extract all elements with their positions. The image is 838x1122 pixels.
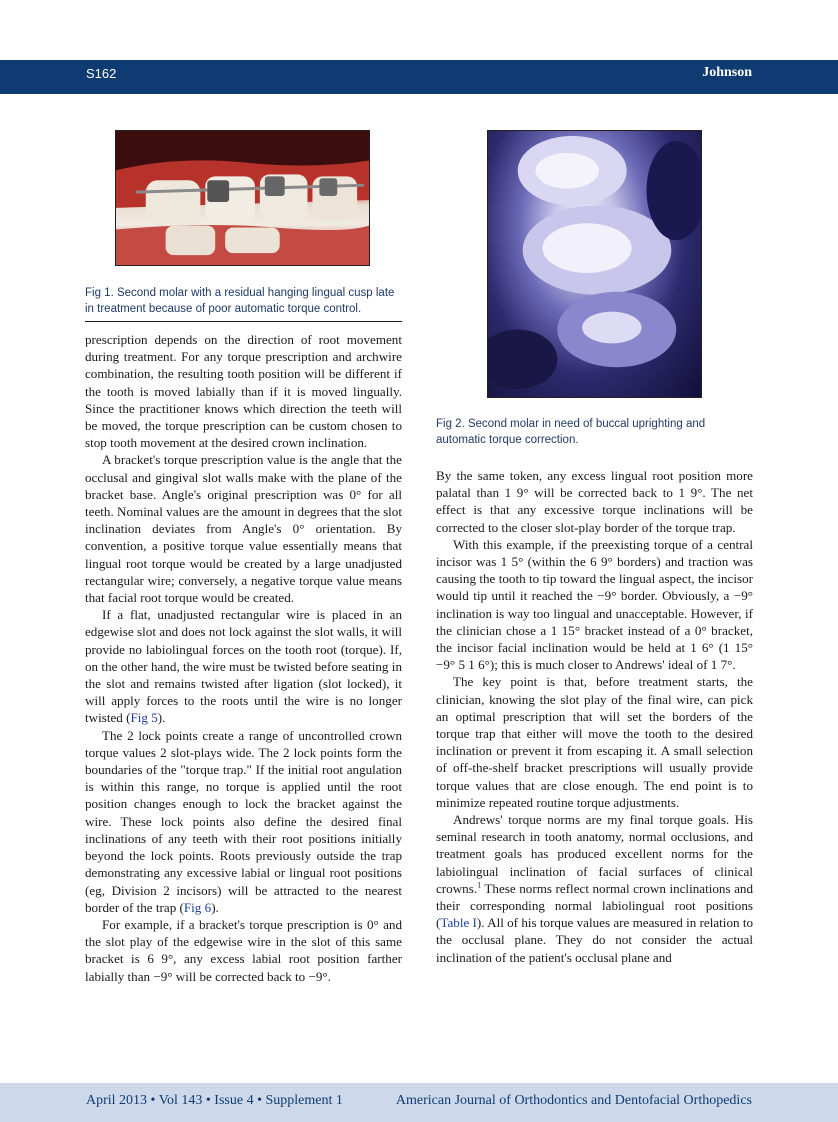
paragraph: With this example, if the preexisting torque of a central incisor was 1 5° (within the 6 9° borders) and traction was causing the tooth to tip toward the lingual aspect, the incisor would tip until it reached the −9° border. Obviously, a −9° inclination is way too lingual and unacceptable. However, if the clinician chose a 1 15° bracket instead of a 0° bracket, the incisor facial inclination would be held at 1 6° (1 15° −9° 5 1 6°); this is much closer to Andrews' ideal of 1 7°. bbox=[436, 536, 753, 673]
figure-1-image bbox=[115, 130, 370, 266]
figure-5-link[interactable]: Fig 5 bbox=[130, 710, 158, 726]
paragraph: The key point is that, before treatment starts, the clinician, knowing the slot play of the final wire, can pick an optimal prescription that will set the borders of the torque trap that either will move the tooth to the desired inclination or prevent it from escaping it. A small selection of off-the-shelf bracket prescriptions will usually provide torque values that are close enough. The end point is to minimize repeated routine torque adjustments. bbox=[436, 674, 753, 810]
paragraph: Andrews' torque norms are my final torque goals. His seminal research in tooth anatomy, normal occlusions, and treatment goals has produced excellent norms for the labiolingual inclination of facial surfaces of clinical crowns.$^1$ These norms reflect normal crown inclinations and their corresponding normal labiolingual root positions (Table I). All of his torque values are measured in relation to the occlusal plane. They do not consider the actual inclination of the patient's occlusal plane and bbox=[436, 812, 753, 965]
figure-6-link[interactable]: Fig 6 bbox=[183, 899, 212, 915]
right-column bbox=[436, 467, 753, 966]
paragraph: The 2 lock points create a range of uncontrolled crown torque values 2 slot-plays wide. The 2 lock points form the boundaries of the "torque trap." If the initial root angulation is within this range, no torque is applied until the root position changes enough to lock the bracket against the wire. These lock points also define the desired final inclinations of any teeth with their root positions initially beyond the lock points. Roots previously outside the trap demonstrating any excessive labial or lingual root positions (eg, Division 2 incisors) will be attracted to the nearest border of the trap (Fig 6). bbox=[85, 727, 402, 915]
paragraph: A bracket's torque prescription value is the angle that the occlusal and gingival slot walls make with the plane of the bracket base. Angle's original prescription was 0° for all teeth. Nominal values are the amount in degrees that the slot inclination deviates from Angle's 0° orientation. By convention, a positive torque value essentially means that lingual root torque would be created by a large unadjusted rectangular wire; conversely, a negative torque value means that facial root torque would be created. bbox=[85, 452, 402, 606]
running-footer bbox=[0, 1083, 838, 1122]
figure-2-caption: Fig 2. Second molar in need of buccal uprighting and automatic torque correction. bbox=[436, 418, 706, 446]
figure-1-caption: Fig 1. Second molar with a residual hanging lingual cusp late in treatment because of poor automatic torque control. bbox=[85, 287, 395, 315]
reference-1-link[interactable]: 1 bbox=[477, 880, 482, 890]
page-number: S162 bbox=[86, 66, 117, 81]
issue-info: April 2013 • Vol 143 • Issue 4 • Supplement 1 bbox=[86, 1093, 343, 1108]
figure-2-image bbox=[487, 130, 702, 398]
paragraph: prescription depends on the direction of root movement during treatment. For any torque prescription and archwire combination, the resulting tooth position will be different if the tooth is moved labially than if it is moved lingually. Since the practitioner knows which direction the teeth will be moved, the torque prescription can be custom chosen to stop tooth movement at the desired crown inclination. bbox=[85, 332, 402, 451]
paragraph: For example, if a bracket's torque prescription is 0° and the slot play of the edgewise wire in the slot of this same bracket is 6 9°, any excess labial root position farther labially than −9° will be corrected back to −9°. bbox=[85, 916, 402, 984]
running-author: Johnson bbox=[702, 65, 752, 80]
paragraph: If a flat, unadjusted rectangular wire is placed in an edgewise slot and does not lock against the slot walls, it will provide no labiolingual forces on the tooth root (torque). If, on the other hand, the wire must be twisted before seating in the slot and remains twisted after ligation (slot locked), it will apply forces to the roots until the wire is no longer twisted (Fig 5). bbox=[85, 607, 402, 726]
left-column bbox=[85, 331, 402, 985]
paragraph: By the same token, any excess lingual root position more palatal than 1 9° will be corrected back to 1 9°. The net effect is that any excessive torque inclinations will be corrected to the closer slot-play border of the torque trap. bbox=[436, 468, 753, 535]
running-header bbox=[0, 60, 838, 94]
journal-name: American Journal of Orthodontics and Dentofacial Orthopedics bbox=[395, 1093, 752, 1108]
caption-divider bbox=[85, 321, 402, 322]
table-1-link[interactable]: Table I bbox=[440, 915, 477, 931]
